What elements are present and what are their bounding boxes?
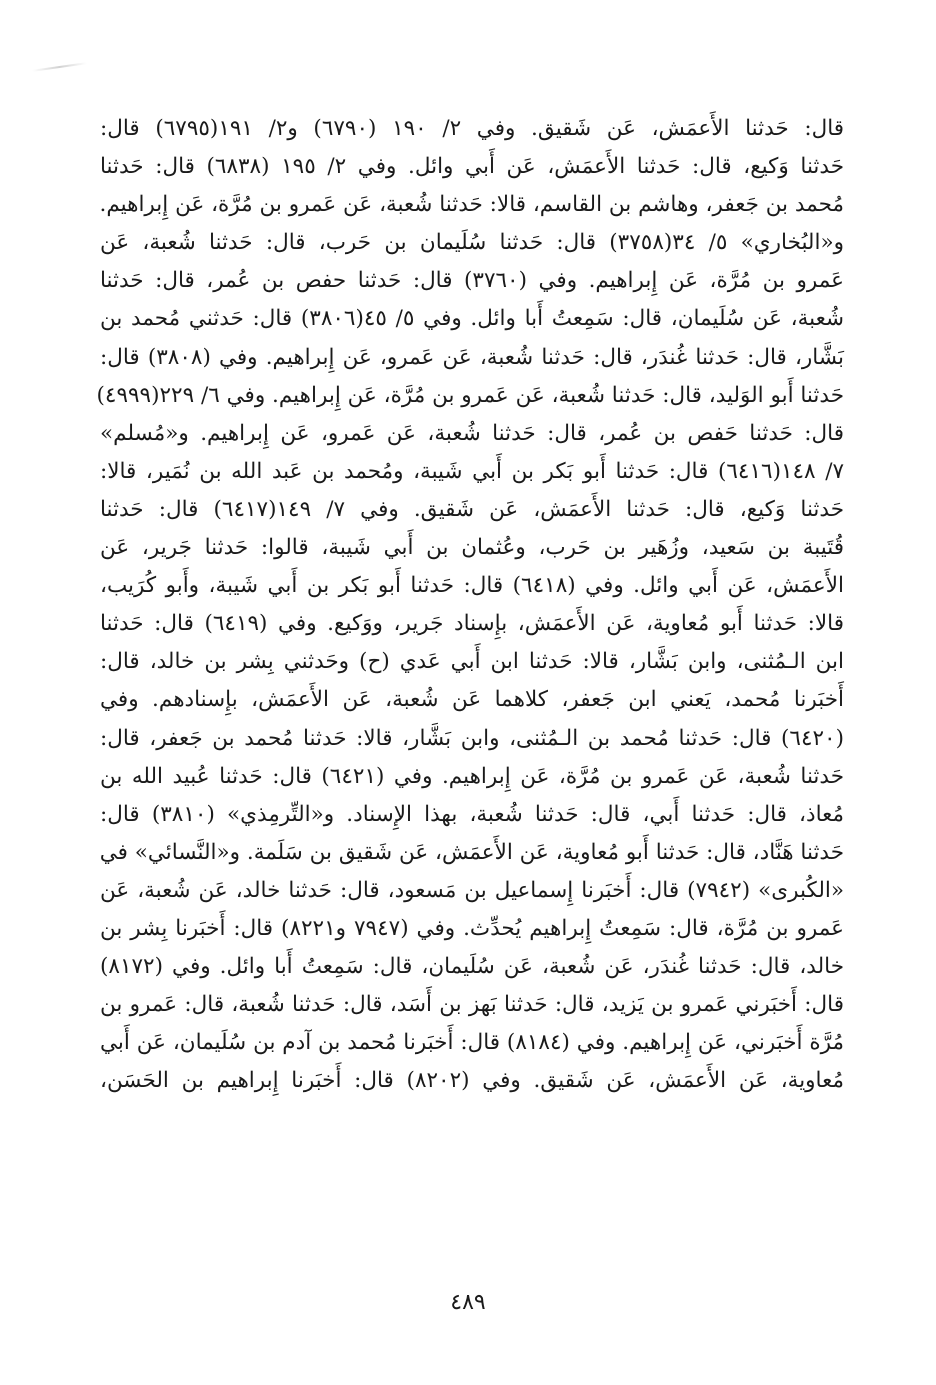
text-line: حَدثنا هَنَّاد، قال: حَدثنا أَبو مُعاوية، عَن الأَعمَش، عَن شَقيق بن سَلَمة. و«النَّسائي» في — [99, 839, 844, 865]
text-line: حَدثنا وَكيع، قال: حَدثنا الأَعمَش، عَن شَقيق. وفي ٧/ ١٤٩(٦٤١٧) قال: حَدثنا — [100, 496, 844, 522]
text-line: حَدثنا شُعبة، عَن عَمرو بن مُرَّة، عَن إِبراهيم. وفي (٦٤٢١) قال: حَدثنا عُبيد الله بن — [100, 763, 844, 789]
text-line: «الكُبرى» (٧٩٤٢) قال: أَخبَرنا إِسماعيل بن مَسعود، قال: حَدثنا خالد، عَن شُعبة، عَن — [100, 877, 844, 903]
text-line: عَمرو بن مُرَّة، قال: سَمِعتُ إِبراهيم يُحدِّث. وفي (٧٩٤٧ و٨٢٢١) قال: أَخبَرنا بِشر بن — [100, 915, 844, 941]
text-line: الأَعمَش، عَن أَبي وائل. وفي (٦٤١٨) قال: حَدثنا أَبو بَكر بن أَبي شَيبة، وأَبو كُرَيب، — [100, 573, 844, 599]
text-line: مُعاوية، عَن الأَعمَش، عَن شَقيق. وفي (٨٢٠٢) قال: أَخبَرنا إِبراهيم بن الحَسَن، — [100, 1068, 844, 1094]
text-line: خالد، قال: حَدثنا غُندَر، عَن شُعبة، عَن سُلَيمان، قال: سَمِعتُ أَبا وائل. وفي (٨١٧٢) — [100, 954, 844, 980]
text-line: قال: حَدثنا الأَعمَش، عَن شَقيق. وفي ٢/ ١٩٠ (٦٧٩٠) و٢/ ١٩١(٦٧٩٥) قال: — [100, 116, 845, 141]
text-line: (٦٤٢٠) قال: حَدثنا مُحمد بن الـمُثنى، وابن بَشَّار، قالا: حَدثنا مُحمد بن جَعفر، قال: — [100, 725, 844, 751]
page-number: ٤٨٩ — [450, 1290, 486, 1315]
text-line: قال: أَخبَرني عَمرو بن يَزيد، قال: حَدثنا بَهز بن أَسَد، قال: حَدثنا شُعبة، قال: عَمرو بن — [100, 992, 844, 1018]
text-line: ٧/ ١٤٨(٦٤١٦) قال: حَدثنا أَبو بَكر بن أَبي شَيبة، ومُحمد بن عَبد الله بن نُمَير، قالا: — [100, 458, 845, 484]
text-line: حَدثنا وَكيع، قال: حَدثنا الأَعمَش، عَن أَبي وائل. وفي ٢/ ١٩٥ (٦٨٣٨) قال: حَدثنا — [100, 154, 844, 180]
text-line: قال: حَدثنا حَفص بن عُمر، قال: حَدثنا شُعبة، عَن عَمرو، عَن إِبراهيم. و«مُسلم» — [100, 420, 844, 446]
text-line: قالا: حَدثنا أَبو مُعاوية، عَن الأَعمَش، بإِسناد جَرير، ووَكيع. وفي (٦٤١٩) قال: حَدثنا — [100, 611, 844, 637]
text-line: شُعبة، عَن سُلَيمان، قال: سَمِعتُ أَبا وائل. وفي ٥/ ٤٥(٣٨٠٦) قال: حَدثني مُحمد بن — [100, 306, 844, 332]
text-line: عَمرو بن مُرَّة، عَن إِبراهيم. وفي (٣٧٦٠) قال: حَدثنا حفص بن عُمر، قال: حَدثنا — [100, 268, 844, 294]
text-line: مُعاذ، قال: حَدثنا أَبي، قال: حَدثنا شُعبة، بهذا الإِسناد. و«التِّرمِذي» (٣٨١٠) قال: — [100, 801, 845, 827]
text-line: أَخبَرنا مُحمد، يَعني ابن جَعفر، كلاهما عَن شُعبة، عَن الأَعمَش، بإِسنادهم. وفي — [100, 687, 844, 713]
text-line: قُتَيبة بن سَعيد، وزُهَير بن حَرب، وعُثمان بن أَبي شَيبة، قالوا: حَدثنا جَرير، عَن — [100, 535, 844, 561]
text-line: حَدثنا أَبو الوَليد، قال: حَدثنا شُعبة، عَن عَمرو بن مُرَّة، عَن إِبراهيم. وفي ٦/ ٢٢٩(٤٩٩٩) — [96, 382, 844, 408]
text-line: ابن الـمُثنى، وابن بَشَّار، قالا: حَدثنا ابن أَبي عَدي (ح) وحَدثني بِشر بن خالد، قال: — [100, 649, 844, 675]
body-text — [96, 110, 845, 1100]
text-line: مُرَّة أَخبَرني، عَن إِبراهيم. وفي (٨١٨٤) قال: أَخبَرنا مُحمد بن آدم بن سُلَيمان، عَن أَبي — [100, 1030, 844, 1056]
text-line: بَشَّار، قال: حَدثنا غُندَر، قال: حَدثنا شُعبة، عَن عَمرو، عَن إِبراهيم. وفي (٣٨٠٨) قال: — [100, 344, 845, 370]
text-line: و«البُخاري» ٥/ ٣٤(٣٧٥٨) قال: حَدثنا سُلَيمان بن حَرب، قال: حَدثنا شُعبة، عَن — [100, 230, 844, 256]
text-line: مُحمد بن جَعفر، وهاشم بن القاسم، قالا: حَدثنا شُعبة، عَن عَمرو بن مُرَّة، عَن إِبراهيم. — [99, 192, 844, 218]
scan-artifact — [32, 62, 87, 72]
